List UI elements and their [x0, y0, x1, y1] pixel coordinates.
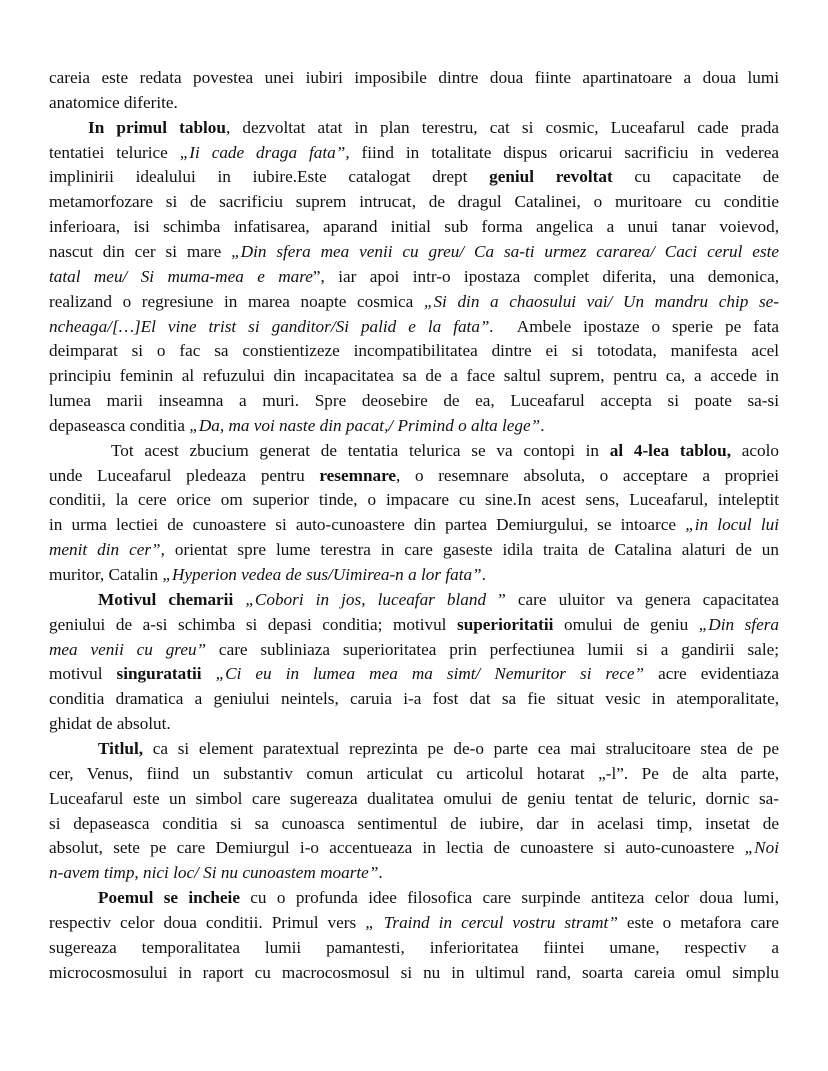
text-segment: inferioara, isi schimba infatisarea, aparand initial sub forma angelica a unui tanar voievod,: [49, 217, 779, 237]
text-segment: tentatiei telurice: [49, 142, 180, 162]
text-line: [49, 389, 779, 414]
text-segment: Luceafarul este un simbol care sugereaza dualitatea omului de geniu tentat de teluric, dornic sa-: [49, 788, 779, 808]
text-segment: nascut din cer si mare: [49, 241, 232, 261]
text-line: [49, 662, 779, 687]
text-segment: .: [481, 565, 486, 584]
text-line: [49, 141, 779, 166]
text-line: [49, 513, 779, 538]
text-line: [49, 290, 779, 315]
text-segment: care subliniaza superioritatea prin perfectiunea lumii si a gandirii sale;: [206, 639, 779, 659]
italic-quote: „Hyperion vedea de sus/Uimirea-n a lor fata”: [162, 565, 482, 584]
text-segment: implinirii idealului in iubire.Este catalogat drept: [49, 167, 490, 187]
text-segment: deimparat si o fac sa constientizeze incompatibilitatea dintre ei si totodata, manifesta acel: [49, 341, 779, 361]
text-line: [49, 936, 779, 961]
text-segment: unde Luceafarul pledeaza pentru: [49, 465, 320, 485]
text-segment: Ambele ipostaze o sperie pe fata: [493, 316, 779, 336]
text-segment: absolut, sete pe care Demiurgul i-o accentueaza in lectia de cunoastere si auto-cunoastere: [49, 838, 745, 858]
bold-text: al 4-lea tablou,: [609, 440, 732, 460]
text-line: [49, 538, 779, 563]
text-line: [49, 240, 779, 265]
text-segment: orientat spre lume terestra in care gaseste idila traita de Catalina alaturi de un: [164, 540, 779, 560]
text-segment: cu capacitate de: [612, 167, 780, 187]
text-segment: , dezvoltat atat in plan terestru, cat si cosmic, Luceafarul cade prada: [225, 117, 779, 137]
text-line: [49, 364, 779, 389]
italic-quote: mea venii cu greu”: [49, 639, 207, 659]
text-segment: acolo: [731, 440, 779, 460]
italic-quote: n-avem timp, nici loc/ Si nu cunoastem moarte”: [49, 863, 379, 883]
text-line: [88, 116, 779, 141]
text-segment: .: [540, 415, 545, 435]
text-segment: careia este redata povestea unei iubiri imposibile dintre doua fiinte apartinatoare a doua lumi: [49, 68, 779, 87]
text-line: [49, 613, 779, 638]
text-line: [49, 812, 779, 837]
text-segment: omului de geniu: [553, 614, 699, 634]
text-line: [49, 638, 779, 663]
text-line: [49, 563, 779, 588]
text-line: [49, 911, 779, 936]
bold-text: Motivul chemarii: [98, 589, 234, 609]
text-line: [49, 414, 779, 439]
text-segment: , o resemnare absoluta, o acceptare a propriei: [396, 465, 779, 485]
italic-quote: ncheaga/[…]El vine trist si ganditor/Si palid e la fata”.: [49, 316, 494, 336]
bold-text: resemnare: [319, 465, 397, 485]
italic-quote: „Ci eu in lumea mea ma simt/ Nemuritor si rece”: [215, 664, 645, 684]
text-segment: cu o profunda idee filosofica care surpinde antiteza celor doua lumi,: [239, 888, 779, 908]
text-segment: .: [378, 863, 383, 883]
text-line: [49, 215, 779, 240]
text-segment: microcosmosului in raport cu macrocosmosul si nu in ultimul rand, soarta careia omul simplu: [49, 962, 779, 982]
text-line: [111, 439, 779, 464]
text-line: [49, 66, 779, 91]
text-line: [49, 339, 779, 364]
text-segment: anatomice diferite.: [49, 92, 178, 112]
text-segment: geniului de a-si schimba si depasi conditia; motivul: [49, 614, 457, 634]
italic-quote: „Din sfera: [698, 614, 779, 634]
bold-text: Titlul,: [98, 738, 144, 758]
italic-quote: „Si din a chaosului vai/ Un mandru chip se-: [423, 291, 779, 311]
text-segment: conditia dramatica a geniului neintels, caruia i-a fost dat sa fie situat vesic in atemporalitate,: [49, 689, 779, 709]
text-line: [49, 91, 779, 116]
text-segment: Tot acest zbucium generat de tentatia telurica se va contopi in: [111, 440, 610, 460]
text-segment: [202, 664, 216, 683]
italic-quote: menit din cer”,: [49, 540, 165, 560]
italic-quote: „in locul lui: [685, 515, 779, 535]
italic-quote: „Din sfera mea venii cu greu/ Ca sa-ti urmez cararea/ Caci cerul este: [231, 241, 779, 261]
text-segment: acre evidentiaza: [644, 664, 779, 684]
text-line: [98, 737, 779, 762]
text-line: [49, 687, 779, 712]
text-line: [49, 464, 779, 489]
text-segment: depaseasca conditia: [49, 415, 190, 435]
text-segment: cer, Venus, fiind un substantiv comun articulat cu articolul hotarat „-l”. Pe de alta parte,: [49, 763, 779, 783]
text-line: [49, 488, 779, 513]
text-segment: si depaseasca conditia si sa cunoasca sentimentul de iubire, dar in acelasi timp, insetat de: [49, 813, 779, 833]
text-line: [49, 961, 779, 986]
text-segment: principiu feminin al refuzului din incapacitatea sa de a face saltul suprem, pentru ca, a accede in: [49, 366, 779, 386]
text-line: [98, 588, 779, 613]
text-segment: ” care uluitor va genera capacitatea: [486, 589, 780, 609]
text-segment: sugereaza temporalitatea lumii pamantesti, inferioritatea fiintei umane, respectiv a: [49, 937, 779, 957]
text-segment: ”, iar apoi intr-o ipostaza complet diferita, una demonica,: [312, 266, 779, 286]
text-line: [49, 762, 779, 787]
text-segment: respectiv celor doua conditii. Primul vers: [49, 912, 366, 932]
bold-text: Poemul se incheie: [98, 888, 240, 908]
text-segment: in urma lectiei de cunoastere si auto-cunoastere din partea Demiurgului, se intoarce: [49, 515, 686, 535]
text-line: [49, 836, 779, 861]
italic-quote: „Da, ma voi naste din pacat,/ Primind o alta lege”: [189, 415, 541, 435]
text-segment: motivul: [49, 664, 117, 684]
text-segment: ca si element paratextual reprezinta pe de-o parte cea mai stralucitoare stea de pe: [143, 738, 779, 758]
text-line: [49, 861, 779, 886]
italic-quote: „Ii cade draga fata”,: [179, 142, 350, 162]
text-line: [49, 265, 779, 290]
italic-quote: „Cobori in jos, luceafar bland: [245, 589, 487, 609]
text-segment: muritor, Catalin: [49, 565, 163, 584]
text-line: [49, 315, 779, 340]
text-line: [49, 165, 779, 190]
text-segment: ghidat de absolut.: [49, 714, 171, 734]
text-segment: [233, 590, 245, 609]
italic-quote: „Noi: [744, 838, 779, 858]
text-segment: conditii, la cere orice om superior tinde, o impacare cu sine.In acest sens, Luceafarul, inteleptit: [49, 490, 779, 510]
bold-text: superioritatii: [457, 614, 554, 634]
text-line: [49, 712, 779, 737]
text-line: [49, 787, 779, 812]
italic-quote: „ Traind in cercul vostru stramt”: [365, 912, 618, 932]
text-line: [98, 886, 779, 911]
text-segment: metamorfozare si de sacrificiu suprem intrucat, de dragul Catalinei, o muritoare cu conditie: [49, 192, 779, 212]
bold-text: singuratatii: [116, 664, 202, 684]
italic-quote: tatal meu/ Si muma-mea e mare: [49, 266, 313, 286]
bold-text: In primul tablou: [88, 117, 226, 137]
text-segment: este o metafora care: [617, 912, 779, 932]
text-segment: realizand o regresiune in marea noapte cosmica: [49, 291, 424, 311]
text-segment: lumea marii inseamna a muri. Spre deosebire de ea, Luceafarul accepta si poate sa-si: [49, 391, 779, 411]
text-segment: fiind in totalitate dispus oricarui sacrificiu in vederea: [349, 142, 779, 162]
text-line: [49, 190, 779, 215]
bold-text: geniul revoltat: [489, 167, 613, 187]
